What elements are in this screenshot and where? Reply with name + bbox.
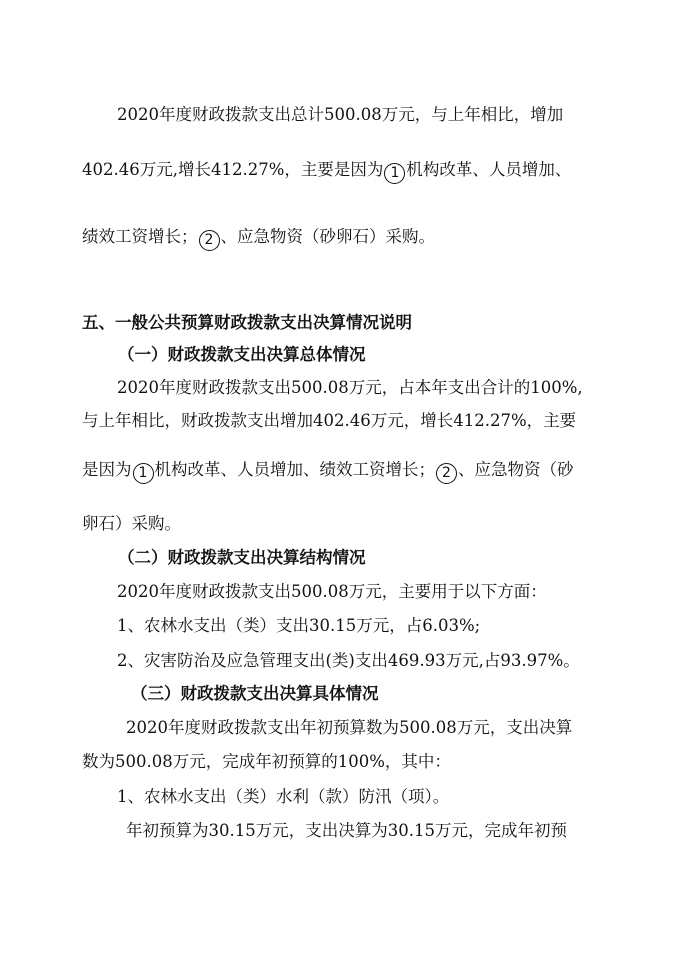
sub2-item2: 2、灾害防治及应急管理支出(类)支出469.93万元,占93.97%。 — [117, 651, 580, 670]
subsection-1-heading: （一）财政拨款支出决算总体情况 — [118, 345, 366, 364]
sub3-line3: 年初预算为30.15万元，支出决算为30.15万元，完成年初预 — [126, 821, 567, 840]
sub2-line1: 2020年度财政拨款支出500.08万元，主要用于以下方面： — [117, 582, 547, 601]
sub1-line3 — [82, 459, 574, 484]
sub1-line3-text-a: 是因为 — [82, 460, 132, 479]
para1-line2-text-a: 402.46万元,增长412.27%，主要是因为 — [82, 160, 384, 179]
para1-line2 — [82, 159, 571, 184]
circled-number-1: 1 — [133, 463, 154, 484]
circled-number-1: 1 — [384, 163, 405, 184]
para1-line1: 2020年度财政拨款支出总计500.08万元，与上年相比，增加 — [117, 105, 564, 124]
section-5-heading: 五、一般公共预算财政拨款支出决算情况说明 — [82, 313, 412, 332]
sub3-line2: 数为500.08万元，完成年初预算的100%，其中： — [82, 752, 451, 771]
subsection-2-heading: （二）财政拨款支出决算结构情况 — [118, 548, 366, 567]
para1-line3-text-a: 绩效工资增长； — [82, 227, 198, 246]
sub1-line3-text-b: 机构改革、人员增加、绩效工资增长； — [154, 460, 435, 479]
para1-line3-text-b: 、应急物资（砂卵石）采购。 — [220, 227, 435, 246]
sub3-item1: 1、农林水支出（类）水利（款）防汛（项）。 — [117, 787, 450, 806]
circled-number-2: 2 — [436, 463, 457, 484]
para1-line3 — [82, 226, 435, 251]
para1-line2-text-b: 机构改革、人员增加、 — [406, 160, 572, 179]
sub1-line3-text-c: 、应急物资（砂 — [458, 460, 574, 479]
circled-number-2: 2 — [199, 230, 220, 251]
sub1-line1: 2020年度财政拨款支出500.08万元，占本年支出合计的100%, — [117, 378, 583, 397]
sub2-item1: 1、农林水支出（类）支出30.15万元，占6.03%; — [117, 616, 481, 635]
sub1-line2: 与上年相比，财政拨款支出增加402.46万元，增长412.27%，主要 — [82, 411, 577, 430]
sub1-line4: 卵石）采购。 — [82, 514, 181, 533]
sub3-line1: 2020年度财政拨款支出年初预算数为500.08万元，支出决算 — [126, 718, 573, 737]
subsection-3-heading: （三）财政拨款支出决算具体情况 — [131, 684, 379, 703]
